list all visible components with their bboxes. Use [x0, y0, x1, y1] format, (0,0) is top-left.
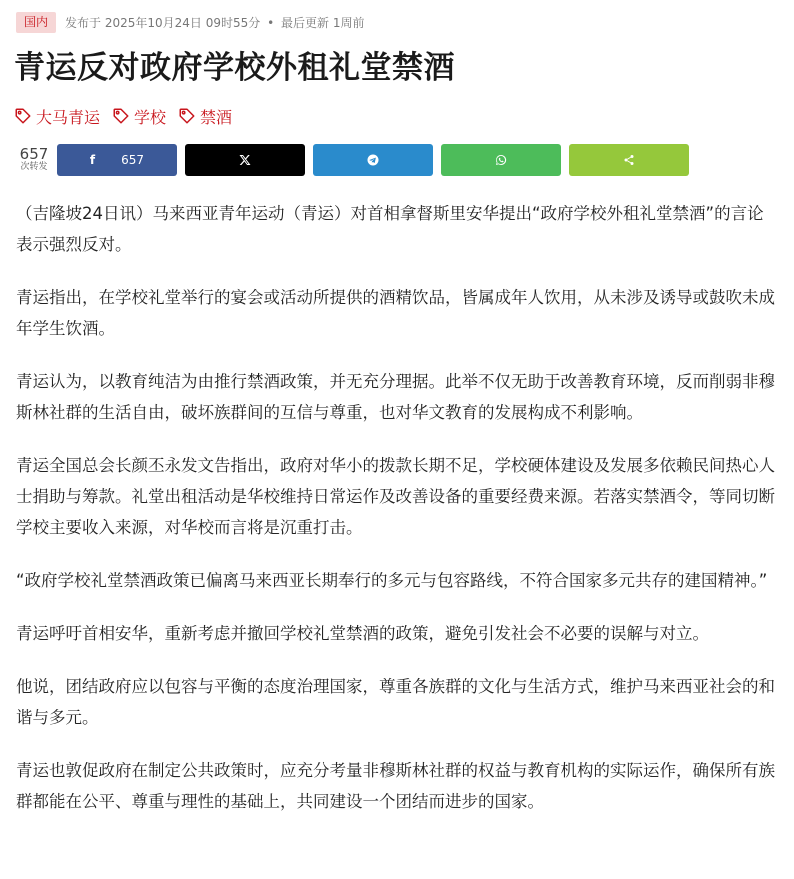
tag-list [14, 104, 244, 128]
article-paragraph: 青运认为，以教育纯洁为由推行禁酒政策，并无充分理据。此举不仅无助于改善教育环境，反而削弱非穆斯林社群的生活自由，破坏族群间的互信与尊重，也对华文教育的发展构成不利影响。 [16, 372, 775, 422]
whatsapp-share-button[interactable] [441, 144, 561, 176]
article-body [16, 198, 778, 839]
facebook-icon: f [89, 153, 96, 167]
article-paragraph: 青运指出，在学校礼堂举行的宴会或活动所提供的酒精饮品，皆属成年人饮用，从未涉及诱导或鼓吹未成年学生饮酒。 [16, 288, 775, 338]
more-share-button[interactable] [569, 144, 689, 176]
telegram-share-button[interactable] [313, 144, 433, 176]
tag-icon [112, 107, 130, 125]
share-count-label: 次转发 [20, 162, 48, 172]
article-paragraph: 青运呼吁首相安华，重新考虑并撤回学校礼堂禁酒的政策，避免引发社会不必要的误解与对立。 [16, 624, 709, 643]
tag-icon [178, 107, 196, 125]
tag-label: 禁酒 [200, 107, 233, 127]
facebook-share-count: 657 [121, 153, 145, 167]
share-icon [623, 154, 635, 166]
article-paragraph: （吉隆坡24日讯）马来西亚青年运动（青运）对首相拿督斯里安华提出“政府学校外租礼堂禁酒”的言论表示强烈反对。 [16, 204, 764, 254]
article-quote: “政府学校礼堂禁酒政策已偏离马来西亚长期奉行的多元与包容路线，不符合国家多元共存的建国精神。” [16, 571, 768, 590]
share-bar [16, 144, 697, 176]
tag-dama-qingyun[interactable] [14, 105, 100, 128]
share-count: 657 [19, 145, 49, 163]
whatsapp-icon [495, 154, 507, 166]
article-paragraph: 青运全国总会长颜丕永发文告指出，政府对华小的拨款长期不足，学校硬体建设及发展多依赖民间热心人士捐助与筹款。礼堂出租活动是华校维持日常运作及改善设备的重要经费来源。若落实禁酒令，等同切断学校主要收入来源，对华校而言将是沉重打击。 [16, 456, 775, 537]
telegram-icon [367, 154, 379, 166]
facebook-share-button[interactable] [57, 144, 177, 176]
share-counter [16, 147, 52, 173]
article-meta [16, 12, 364, 33]
tag-alcohol-ban[interactable] [178, 105, 232, 128]
article-paragraph: 青运也敦促政府在制定公共政策时，应充分考量非穆斯林社群的权益与教育机构的实际运作，确保所有族群都能在公平、尊重与理性的基础上，共同建设一个团结而进步的国家。 [16, 761, 775, 811]
article-title: 青运反对政府学校外租礼堂禁酒 [14, 50, 455, 86]
publish-info [65, 14, 364, 31]
publish-date: 发布于 2025年10月24日 09时55分 [65, 16, 261, 30]
tag-label: 学校 [134, 107, 167, 127]
tag-school[interactable] [112, 105, 166, 128]
x-icon [239, 154, 251, 166]
meta-separator: • [267, 16, 275, 30]
update-time: 最后更新 1周前 [281, 16, 365, 30]
x-share-button[interactable] [185, 144, 305, 176]
tag-icon [14, 107, 32, 125]
category-badge[interactable]: 国内 [16, 12, 56, 33]
tag-label: 大马青运 [36, 107, 101, 127]
article-paragraph: 他说，团结政府应以包容与平衡的态度治理国家，尊重各族群的文化与生活方式，维护马来西亚社会的和谐与多元。 [16, 677, 775, 727]
